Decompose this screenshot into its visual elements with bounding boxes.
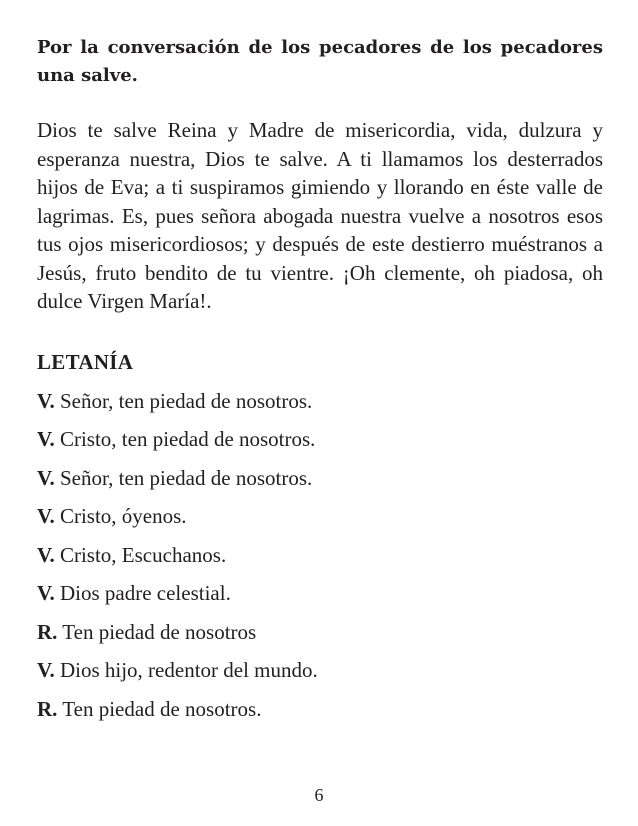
litany-mark: V. [37, 581, 55, 605]
litany-line [37, 536, 603, 575]
litany-text: Cristo, óyenos. [54, 504, 187, 528]
litany-text: Señor, ten piedad de nosotros. [54, 388, 313, 413]
litany-mark: V. [37, 388, 55, 413]
litany-mark: V. [37, 465, 55, 490]
litany-mark: V. [37, 658, 55, 682]
litany-text: Señor, ten piedad de nosotros. [54, 465, 313, 490]
litany-line [37, 651, 603, 690]
litany-mark: V. [37, 504, 55, 528]
litany-mark: R. [37, 619, 58, 644]
litany-line [37, 690, 603, 729]
litany-line [37, 574, 603, 613]
litany-text: Dios padre celestial. [54, 581, 231, 605]
litany-list [37, 382, 603, 729]
litany-mark: V. [37, 542, 55, 567]
litany-text: Cristo, ten piedad de nosotros. [54, 427, 316, 451]
litany-line [37, 382, 603, 421]
litany-text: Ten piedad de nosotros [57, 619, 257, 644]
section-heading: LETANÍA [37, 349, 134, 374]
litany-text: Ten piedad de nosotros. [57, 696, 262, 721]
litany-text: Dios hijo, redentor del mundo. [54, 658, 318, 682]
salve-prayer-paragraph: Dios te salve Reina y Madre de misericordia, vida, dulzura y esperanza nuestra, Dios te salve. A ti llamamos los desterrados hijos de Eva; a ti suspiramos gimiendo y llorando en éste valle de lagrimas. Es, pues señora abogada nuestra vuelve a nosotros esos tus ojos misericordiosos; y después de este destierro muéstranos a Jesús, fruto bendito de tu vientre. ¡Oh clemente, oh piadosa, oh dulce Virgen María!. [37, 118, 603, 313]
document-page [37, 34, 603, 728]
intro-paragraph: Por la conversación de los pecadores de los pecadores una salve. [37, 37, 603, 86]
litany-line [37, 497, 603, 536]
litany-line [37, 459, 603, 498]
litany-text: Cristo, Escuchanos. [54, 542, 227, 567]
litany-line [37, 613, 603, 652]
page-number: 6 [314, 785, 324, 805]
litany-mark: V. [37, 427, 55, 451]
litany-line [37, 420, 603, 459]
litany-mark: R. [37, 696, 58, 721]
